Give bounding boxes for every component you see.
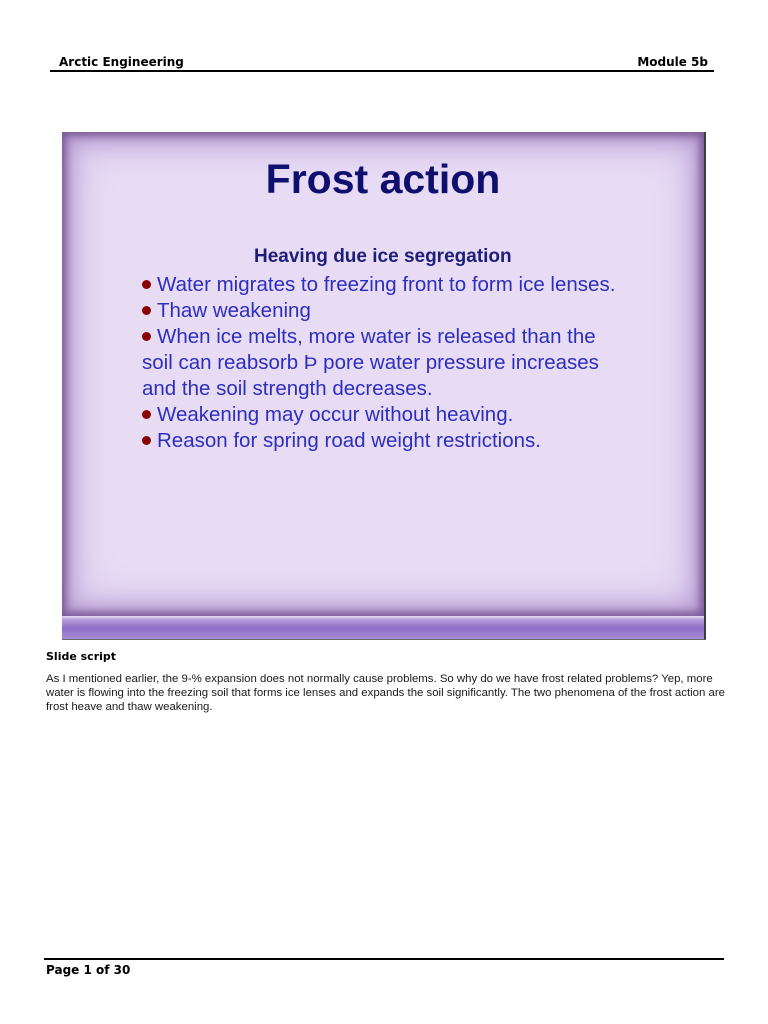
bullet-text: Water migrates to freezing front to form ice lenses. [157,273,616,296]
page-number: Page 1 of 30 [46,963,131,977]
bullet-dot-icon [142,410,151,419]
bullet-item [142,272,632,298]
footer-rule [44,958,724,960]
bullet-text: Thaw weakening [157,299,311,322]
slide-content [62,132,704,616]
bullet-text: Reason for spring road weight restrictions. [157,429,541,452]
bullet-dot-icon [142,280,151,289]
slide-image [62,132,706,640]
bullet-text: Weakening may occur without heaving. [157,403,514,426]
slide-bottom-bar [62,616,704,639]
slide-title: Frost action [265,156,501,202]
bullet-list [142,272,632,454]
module-label: Module 5b [637,55,708,69]
bullet-item [142,324,632,402]
bullet-dot-icon [142,306,151,315]
bullet-item [142,428,632,454]
bullet-item [142,298,632,324]
slide-subtitle: Heaving due ice segregation [254,246,512,267]
slide-script-body: As I mentioned earlier, the 9-% expansion does not normally cause problems. So why do we have frost related problems? Yep, more water is flowing into the freezing soil that forms ice lenses and expands the soil significantly. The two phenomena of the frost action are frost heave and thaw weakening. [46,673,725,713]
bullet-dot-icon [142,436,151,445]
bullet-dot-icon [142,332,151,341]
bullet-item [142,402,632,428]
page-header [50,54,714,72]
bullet-text: When ice melts, more water is released than the soil can reabsorb Þ pore water pressure increases and the soil strength decreases. [142,325,599,400]
slide-script-heading: Slide script [46,650,117,663]
document-title: Arctic Engineering [59,55,184,69]
